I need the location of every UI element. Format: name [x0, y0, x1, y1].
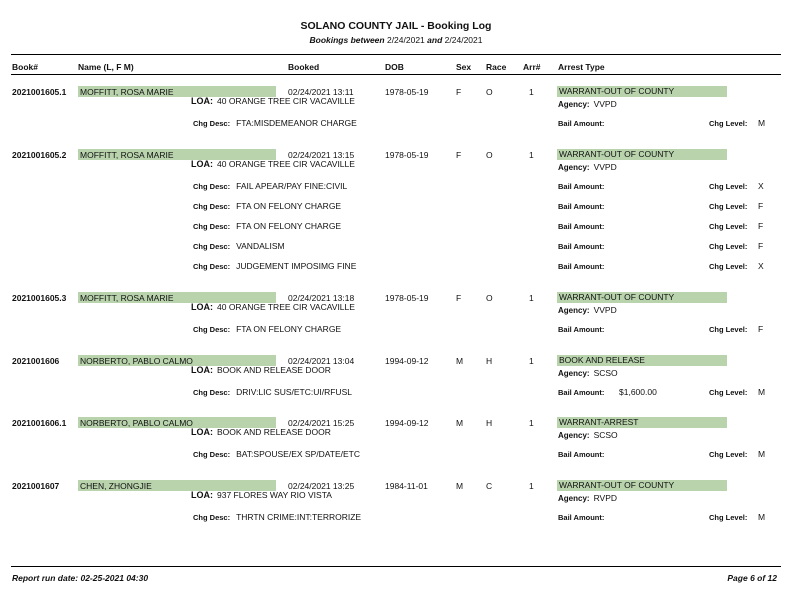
chg-desc-value: FTA:MISDEMEANOR CHARGE — [236, 118, 357, 128]
chg-desc-value: THRTN CRIME:INT:TERRORIZE — [236, 512, 362, 522]
loa-value: 40 ORANGE TREE CIR VACAVILLE — [217, 302, 355, 312]
arrest-type: WARRANT-OUT OF COUNTY — [557, 292, 727, 303]
inmate-name: NORBERTO, PABLO CALMO — [78, 417, 276, 428]
charge-level-value: X — [758, 261, 764, 271]
charge-description — [193, 201, 341, 211]
bail-amount-label — [558, 182, 604, 191]
agency-value: SCSO — [593, 430, 618, 440]
footer-rule — [11, 566, 781, 567]
sex: F — [456, 87, 462, 97]
bail-label-text: Bail Amount: — [558, 182, 605, 191]
sex: M — [456, 418, 464, 428]
subtitle-and: and — [427, 35, 443, 45]
agency-label: Agency: — [558, 100, 590, 109]
chg-desc-value: BAT:SPOUSE/EX SP/DATE/ETC — [236, 449, 361, 459]
arrest-count: 1 — [529, 356, 534, 366]
chg-desc-value: FTA ON FELONY CHARGE — [236, 201, 342, 211]
loa-label: LOA: — [191, 96, 213, 106]
booking-number: 2021001606.1 — [12, 418, 67, 428]
booking-number: 2021001605.2 — [12, 150, 67, 160]
inmate-name: CHEN, ZHONGJIE — [78, 480, 276, 491]
chg-desc-label: Chg Desc: — [193, 182, 231, 191]
chg-desc-label: Chg Desc: — [193, 325, 231, 334]
agency-line — [558, 368, 618, 378]
inmate-name: NORBERTO, PABLO CALMO — [78, 355, 276, 366]
bail-label-text: Bail Amount: — [558, 450, 605, 459]
booked-datetime: 02/24/2021 13:15 — [288, 150, 355, 160]
bail-label-text: Bail Amount: — [558, 202, 605, 211]
header-rule-bottom — [11, 74, 781, 75]
loa-value: 937 FLORES WAY RIO VISTA — [217, 490, 332, 500]
date-of-birth: 1994-09-12 — [385, 418, 429, 428]
chg-desc-value: FTA ON FELONY CHARGE — [236, 324, 342, 334]
date-to: 2/24/2021 — [444, 35, 483, 45]
agency-label: Agency: — [558, 369, 590, 378]
loa-label: LOA: — [191, 427, 213, 437]
sex: M — [456, 356, 464, 366]
bail-amount-label — [558, 222, 604, 231]
charge-level-label: Chg Level: — [709, 450, 748, 459]
arrest-type: WARRANT-ARREST — [557, 417, 727, 428]
chg-desc-label: Chg Desc: — [193, 450, 231, 459]
charge-level-value: M — [758, 449, 766, 459]
agency-line — [558, 305, 617, 315]
bail-amount-value: $1,600.00 — [619, 387, 657, 397]
agency-label: Agency: — [558, 494, 590, 503]
charge-description — [193, 221, 341, 231]
charge-level-label: Chg Level: — [709, 262, 748, 271]
agency-label: Agency: — [558, 306, 590, 315]
bail-amount-label — [558, 388, 604, 397]
agency-value: VVPD — [593, 162, 617, 172]
col-header-dob: DOB — [385, 62, 404, 72]
charge-description — [193, 512, 361, 522]
chg-desc-label: Chg Desc: — [193, 202, 231, 211]
arrest-type: WARRANT-OUT OF COUNTY — [557, 86, 727, 97]
booked-datetime: 02/24/2021 13:04 — [288, 356, 355, 366]
inmate-name: MOFFITT, ROSA MARIE — [78, 292, 276, 303]
chg-desc-value: DRIV:LIC SUS/ETC:UI/RFUSL — [236, 387, 352, 397]
subtitle-prefix: Bookings between — [309, 35, 385, 45]
date-of-birth: 1994-09-12 — [385, 356, 429, 366]
bail-amount-label — [558, 242, 604, 251]
charge-description — [193, 387, 352, 397]
bail-label-text: Bail Amount: — [558, 513, 605, 522]
inmate-name: MOFFITT, ROSA MARIE — [78, 86, 276, 97]
sex: F — [456, 150, 462, 160]
chg-desc-value: FTA ON FELONY CHARGE — [236, 221, 342, 231]
bail-amount-label — [558, 119, 604, 128]
charge-description — [193, 449, 360, 459]
loa-label: LOA: — [191, 490, 213, 500]
sex: M — [456, 481, 464, 491]
charge-level-label: Chg Level: — [709, 513, 748, 522]
charge-level-label: Chg Level: — [709, 119, 748, 128]
charge-description — [193, 324, 341, 334]
agency-line — [558, 162, 617, 172]
charge-description — [193, 261, 356, 271]
charge-level-label: Chg Level: — [709, 242, 748, 251]
booking-number: 2021001606 — [12, 356, 60, 366]
charge-level-value: F — [758, 221, 764, 231]
chg-desc-label: Chg Desc: — [193, 513, 231, 522]
booking-number: 2021001605.3 — [12, 293, 67, 303]
loa-line — [191, 302, 355, 312]
loa-value: BOOK AND RELEASE DOOR — [217, 427, 331, 437]
col-header-race: Race — [486, 62, 507, 72]
loa-value: 40 ORANGE TREE CIR VACAVILLE — [217, 159, 355, 169]
arrest-count: 1 — [529, 418, 534, 428]
booked-datetime: 02/24/2021 15:25 — [288, 418, 355, 428]
charge-level-value: X — [758, 181, 764, 191]
bail-label-text: Bail Amount: — [558, 119, 605, 128]
agency-label: Agency: — [558, 163, 590, 172]
race: O — [486, 87, 493, 97]
loa-line — [191, 427, 331, 437]
charge-level-label: Chg Level: — [709, 182, 748, 191]
booked-datetime: 02/24/2021 13:25 — [288, 481, 355, 491]
arrest-type: BOOK AND RELEASE — [557, 355, 727, 366]
agency-line — [558, 493, 617, 503]
bail-label-text: Bail Amount: — [558, 222, 605, 231]
race: H — [486, 418, 493, 428]
charge-level-value: M — [758, 387, 766, 397]
charge-description — [193, 118, 357, 128]
loa-line — [191, 159, 355, 169]
report-run-date: Report run date: 02-25-2021 04:30 — [12, 573, 149, 583]
bail-amount-label — [558, 202, 604, 211]
agency-label: Agency: — [558, 431, 590, 440]
race: O — [486, 150, 493, 160]
agency-line — [558, 430, 618, 440]
loa-value: BOOK AND RELEASE DOOR — [217, 365, 331, 375]
agency-value: RVPD — [593, 493, 618, 503]
charge-level-value: F — [758, 201, 764, 211]
agency-value: VVPD — [593, 99, 617, 109]
charge-level-value: M — [758, 512, 766, 522]
bail-label-text: Bail Amount: — [558, 242, 605, 251]
bail-label-text: Bail Amount: — [558, 262, 605, 271]
loa-label: LOA: — [191, 365, 213, 375]
charge-level-label: Chg Level: — [709, 325, 748, 334]
date-of-birth: 1984-11-01 — [385, 481, 428, 491]
charge-level-label: Chg Level: — [709, 222, 748, 231]
date-of-birth: 1978-05-19 — [385, 87, 429, 97]
chg-desc-label: Chg Desc: — [193, 119, 231, 128]
charge-description — [193, 241, 285, 251]
loa-label: LOA: — [191, 159, 213, 169]
race: C — [486, 481, 493, 491]
arrest-type: WARRANT-OUT OF COUNTY — [557, 480, 727, 491]
charge-level-value: M — [758, 118, 766, 128]
race: H — [486, 356, 493, 366]
agency-value: VVPD — [593, 305, 617, 315]
booking-number: 2021001607 — [12, 481, 60, 491]
bail-amount-label — [558, 513, 604, 522]
report-subtitle — [0, 35, 792, 45]
col-header-arrest-type: Arrest Type — [558, 62, 605, 72]
arrest-count: 1 — [529, 481, 534, 491]
col-header-book: Book# — [12, 62, 38, 72]
date-of-birth: 1978-05-19 — [385, 293, 429, 303]
booked-datetime: 02/24/2021 13:11 — [288, 87, 354, 97]
race: O — [486, 293, 493, 303]
col-header-booked: Booked — [288, 62, 320, 72]
charge-level-label: Chg Level: — [709, 202, 748, 211]
loa-line — [191, 490, 332, 500]
col-header-arr: Arr# — [523, 62, 541, 72]
agency-value: SCSO — [593, 368, 618, 378]
agency-line — [558, 99, 617, 109]
sex: F — [456, 293, 462, 303]
chg-desc-value: FAIL APEAR/PAY FINE:CIVIL — [236, 181, 348, 191]
date-from: 2/24/2021 — [386, 35, 425, 45]
arrest-count: 1 — [529, 150, 534, 160]
charge-level-label: Chg Level: — [709, 388, 748, 397]
header-rule-top — [11, 54, 781, 55]
charge-description — [193, 181, 347, 191]
bail-amount-label — [558, 325, 604, 334]
chg-desc-value: VANDALISM — [236, 241, 285, 251]
arrest-type: WARRANT-OUT OF COUNTY — [557, 149, 727, 160]
page-number: Page 6 of 12 — [727, 573, 777, 583]
chg-desc-label: Chg Desc: — [193, 262, 231, 271]
arrest-count: 1 — [529, 87, 534, 97]
loa-line — [191, 365, 331, 375]
date-of-birth: 1978-05-19 — [385, 150, 429, 160]
loa-value: 40 ORANGE TREE CIR VACAVILLE — [217, 96, 355, 106]
chg-desc-label: Chg Desc: — [193, 388, 231, 397]
chg-desc-label: Chg Desc: — [193, 242, 231, 251]
charge-level-value: F — [758, 241, 764, 251]
chg-desc-label: Chg Desc: — [193, 222, 231, 231]
bail-amount-label — [558, 450, 604, 459]
col-header-name: Name (L, F M) — [78, 62, 134, 72]
charge-level-value: F — [758, 324, 764, 334]
booking-number: 2021001605.1 — [12, 87, 67, 97]
report-title: SOLANO COUNTY JAIL - Booking Log — [300, 20, 492, 32]
bail-label-text: Bail Amount: — [558, 388, 605, 397]
chg-desc-value: JUDGEMENT IMPOSIMG FINE — [236, 261, 357, 271]
arrest-count: 1 — [529, 293, 534, 303]
inmate-name: MOFFITT, ROSA MARIE — [78, 149, 276, 160]
bail-label-text: Bail Amount: — [558, 325, 605, 334]
loa-label: LOA: — [191, 302, 213, 312]
col-header-sex: Sex — [456, 62, 472, 72]
loa-line — [191, 96, 355, 106]
bail-amount-label — [558, 262, 604, 271]
booked-datetime: 02/24/2021 13:18 — [288, 293, 355, 303]
